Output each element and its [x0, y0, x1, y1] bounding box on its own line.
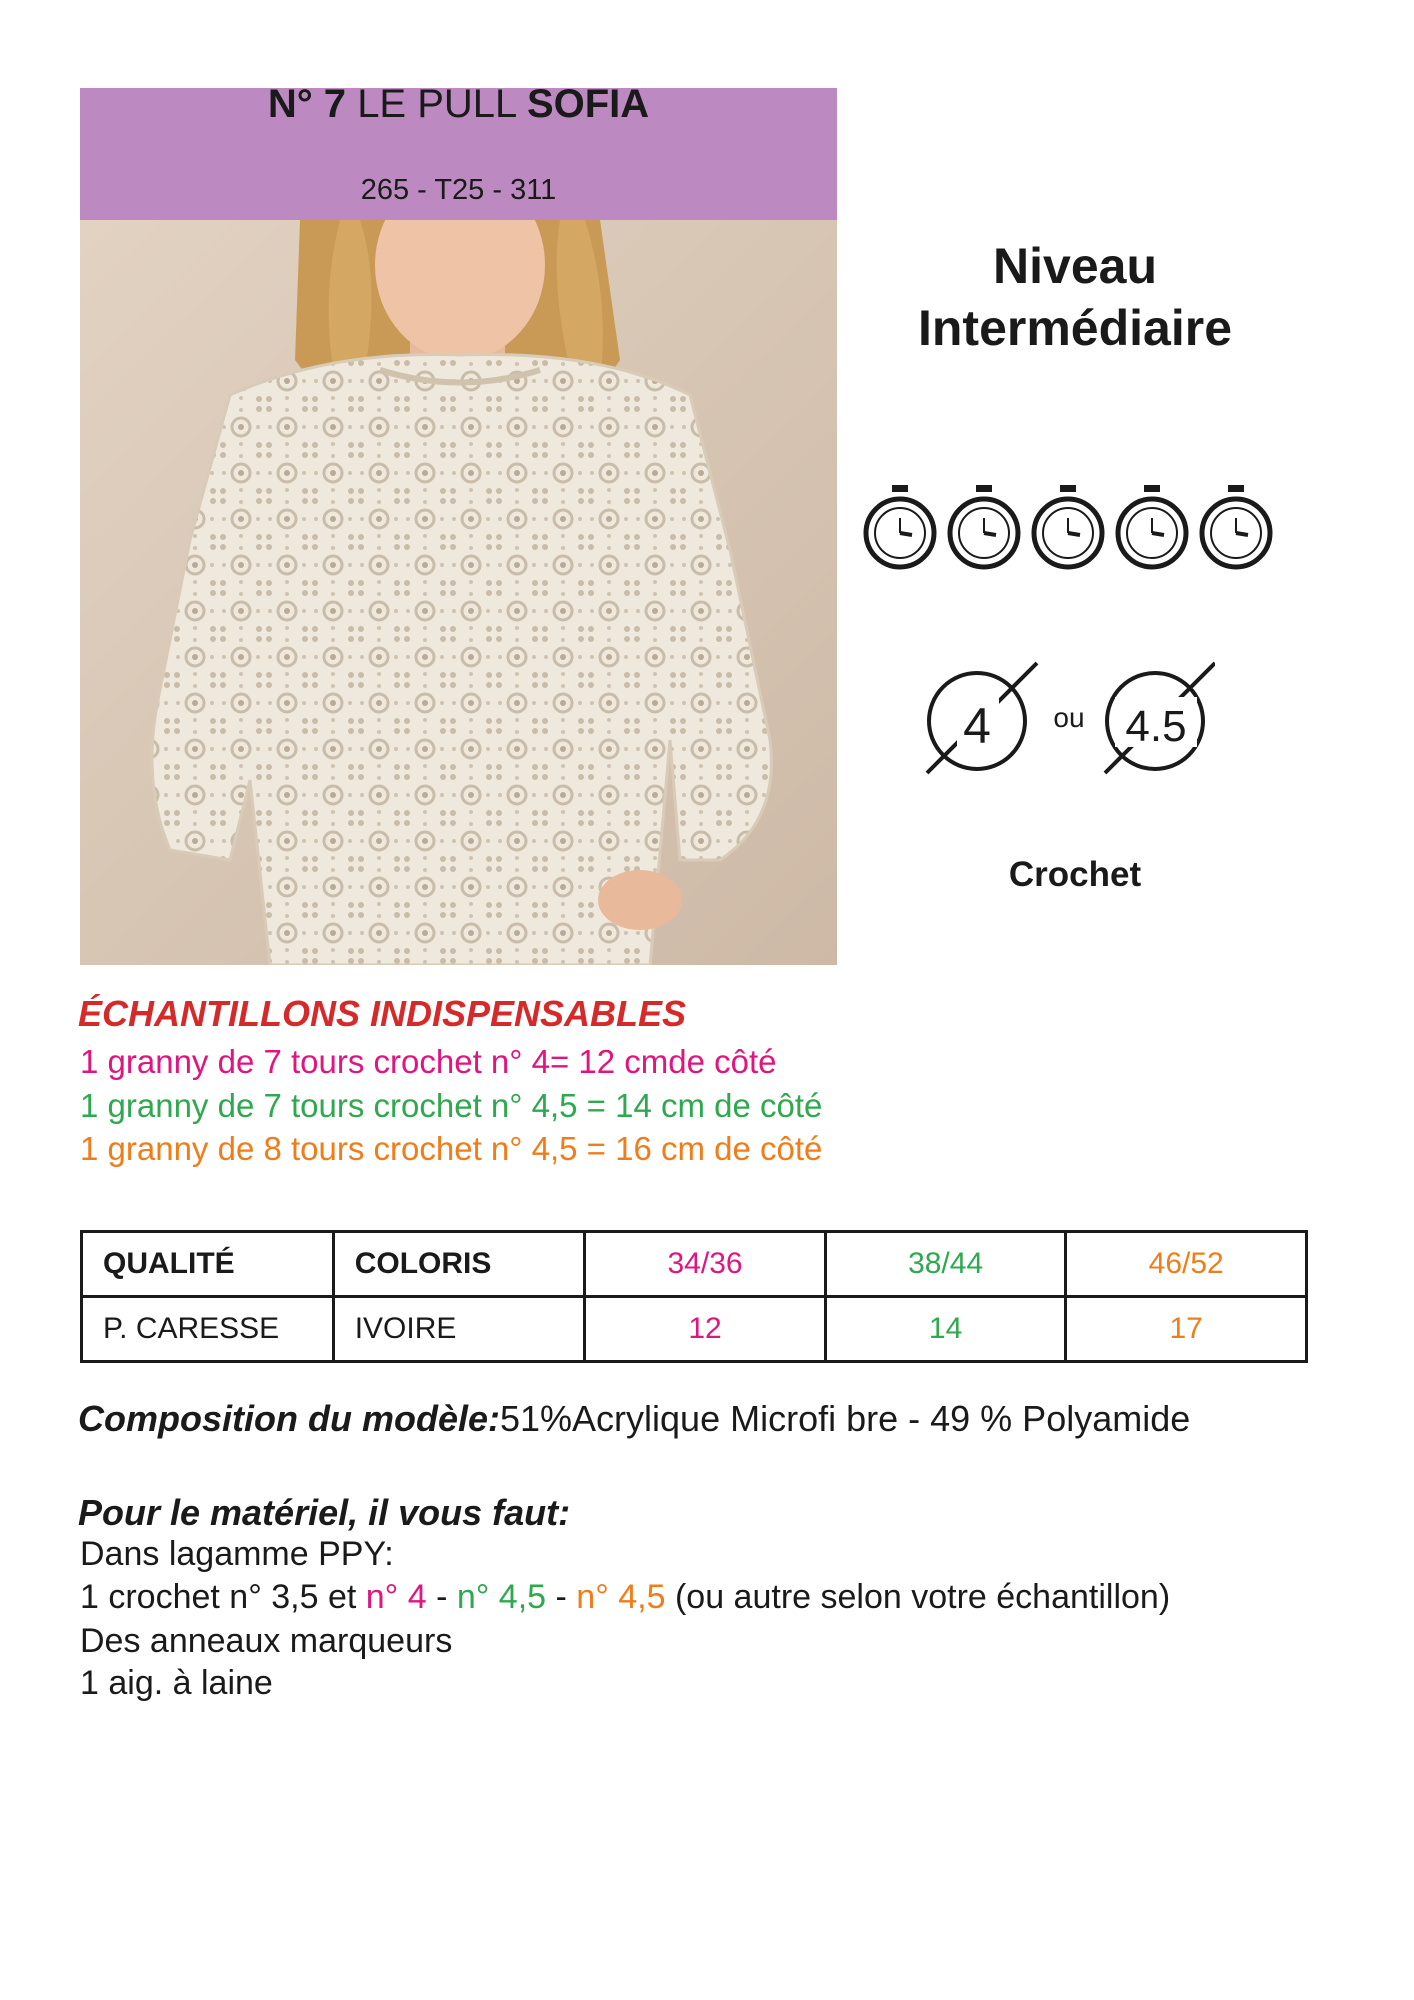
samples-title: ÉCHANTILLONS INDISPENSABLES	[78, 993, 687, 1034]
pattern-title-middle: LE PULL	[357, 82, 516, 126]
stopwatch-icon	[866, 485, 934, 567]
material-hook-size: n° 4,5	[456, 1578, 547, 1616]
sample-line: 1 granny de 8 tours crochet n° 4,5 = 16 cm de côté	[80, 1130, 823, 1167]
stopwatch-icon	[1034, 485, 1102, 567]
material-separator: -	[426, 1578, 457, 1616]
pattern-number: N° 7	[267, 82, 347, 126]
material-hook-size: n° 4,5	[576, 1578, 666, 1616]
cell-quantity: 14	[825, 1297, 1066, 1362]
tool-label: Crochet	[1008, 855, 1142, 894]
hook-size-1: 4	[963, 698, 991, 754]
cell-color: IVOIRE	[333, 1297, 585, 1362]
crochet-hook-icon	[927, 663, 1037, 773]
header-color: COLORIS	[333, 1232, 585, 1297]
hook-or-label: ou	[1053, 702, 1085, 733]
hook-sizes	[925, 655, 1215, 780]
material-line: Dans lagamme PPY:	[80, 1535, 394, 1573]
stopwatch-icon	[950, 485, 1018, 567]
composition-value: 51%Acrylique Microfi bre - 49 % Polyamide	[499, 1398, 1191, 1439]
sample-line: 1 granny de 7 tours crochet n° 4= 12 cmde côté	[80, 1043, 777, 1080]
model-photo	[80, 220, 837, 965]
yarn-table	[80, 1230, 1308, 1363]
table-header-row	[82, 1232, 1307, 1297]
timer-rating	[862, 483, 1282, 573]
table-row	[82, 1297, 1307, 1362]
composition-label: Composition du modèle:	[78, 1398, 500, 1439]
sample-line: 1 granny de 7 tours crochet n° 4,5 = 14 cm de côté	[80, 1087, 823, 1124]
header-size: 46/52	[1066, 1232, 1307, 1297]
pattern-title	[80, 84, 837, 124]
header-size: 38/44	[825, 1232, 1066, 1297]
pattern-header	[80, 82, 837, 220]
level-label: Niveau	[993, 238, 1157, 294]
material-hook-prefix: 1 crochet n° 3,5 et	[80, 1578, 366, 1616]
stopwatch-icon	[1202, 485, 1270, 567]
material-line: Des anneaux marqueurs	[80, 1622, 453, 1660]
cell-quality: P. CARESSE	[82, 1297, 334, 1362]
cell-quantity: 17	[1066, 1297, 1307, 1362]
material-hook-size: n° 4	[365, 1578, 427, 1616]
material-title: Pour le matériel, il vous faut:	[78, 1492, 571, 1533]
pattern-name: SOFIA	[526, 82, 650, 126]
photo-woman-crochet-sweater-icon	[80, 220, 837, 965]
pattern-refs: 265 - T25 - 311	[360, 174, 557, 206]
hook-size-2: 4.5	[1125, 702, 1187, 751]
material-line: 1 aig. à laine	[80, 1664, 273, 1702]
material-separator: -	[546, 1578, 577, 1616]
skill-level	[850, 235, 1300, 359]
level-value: Intermédiaire	[917, 300, 1232, 356]
composition	[78, 1398, 1190, 1440]
crochet-hook-icon	[1105, 663, 1215, 773]
material-hook-suffix: (ou autre selon votre échantillon)	[665, 1578, 1171, 1616]
cell-quantity: 12	[585, 1297, 826, 1362]
material-line	[80, 1578, 1170, 1617]
header-quality: QUALITÉ	[82, 1232, 334, 1297]
header-size: 34/36	[585, 1232, 826, 1297]
stopwatch-icon	[1118, 485, 1186, 567]
